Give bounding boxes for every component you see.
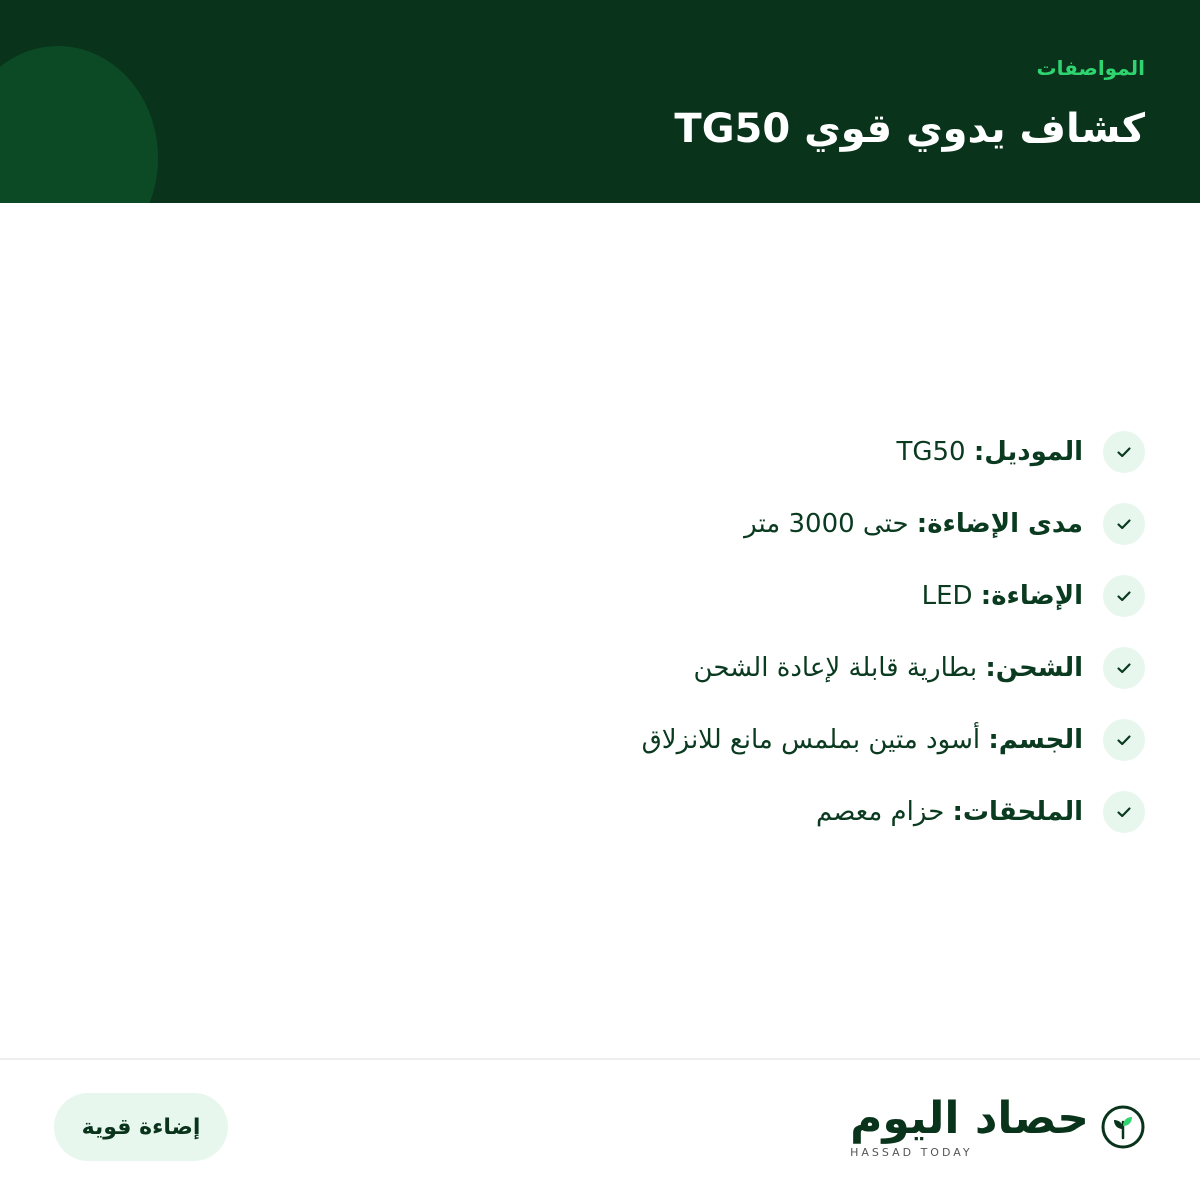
check-icon — [1103, 575, 1145, 617]
spec-text — [896, 437, 1083, 467]
spec-text — [642, 725, 1083, 755]
brand-lockup — [850, 1094, 1145, 1159]
spec-label: الجسم: — [988, 725, 1083, 755]
footer-divider — [0, 1058, 1200, 1060]
spec-value: TG50 — [896, 437, 966, 467]
spec-value: بطارية قابلة لإعادة الشحن — [693, 653, 978, 683]
check-icon — [1103, 647, 1145, 689]
spec-item-lighting — [445, 572, 1145, 620]
spec-label: الموديل: — [973, 437, 1083, 467]
spec-label: الإضاءة: — [980, 581, 1083, 611]
check-icon — [1103, 791, 1145, 833]
spec-value: حتى 3000 متر — [744, 509, 909, 539]
header-banner — [0, 0, 1200, 203]
spec-label: مدى الإضاءة: — [916, 509, 1083, 539]
brand-text — [850, 1094, 1089, 1159]
spec-item-body — [445, 716, 1145, 764]
decorative-circle — [0, 46, 158, 203]
brand-subtitle: HASSAD TODAY — [850, 1146, 973, 1159]
spec-item-range — [445, 500, 1145, 548]
spec-value: أسود متين بملمس مانع للانزلاق — [641, 725, 981, 755]
spec-text — [922, 581, 1083, 611]
specs-list — [445, 428, 1145, 860]
spec-value: LED — [921, 581, 973, 611]
spec-label: الملحقات: — [952, 797, 1083, 827]
spec-text — [816, 797, 1083, 827]
page-title: كشاف يدوي قوي TG50 — [674, 106, 1145, 152]
leaf-logo-icon — [1101, 1105, 1145, 1149]
brand-name: حصاد اليوم — [850, 1093, 1089, 1144]
check-icon — [1103, 503, 1145, 545]
spec-text — [694, 653, 1083, 683]
check-icon — [1103, 431, 1145, 473]
spec-item-accessories — [445, 788, 1145, 836]
spec-item-charging — [445, 644, 1145, 692]
section-eyebrow: المواصفات — [1036, 56, 1145, 80]
spec-text — [744, 509, 1083, 539]
spec-value: حزام معصم — [815, 797, 945, 827]
spec-label: الشحن: — [985, 653, 1083, 683]
check-icon — [1103, 719, 1145, 761]
spec-item-model — [445, 428, 1145, 476]
feature-tag: إضاءة قوية — [54, 1093, 228, 1161]
